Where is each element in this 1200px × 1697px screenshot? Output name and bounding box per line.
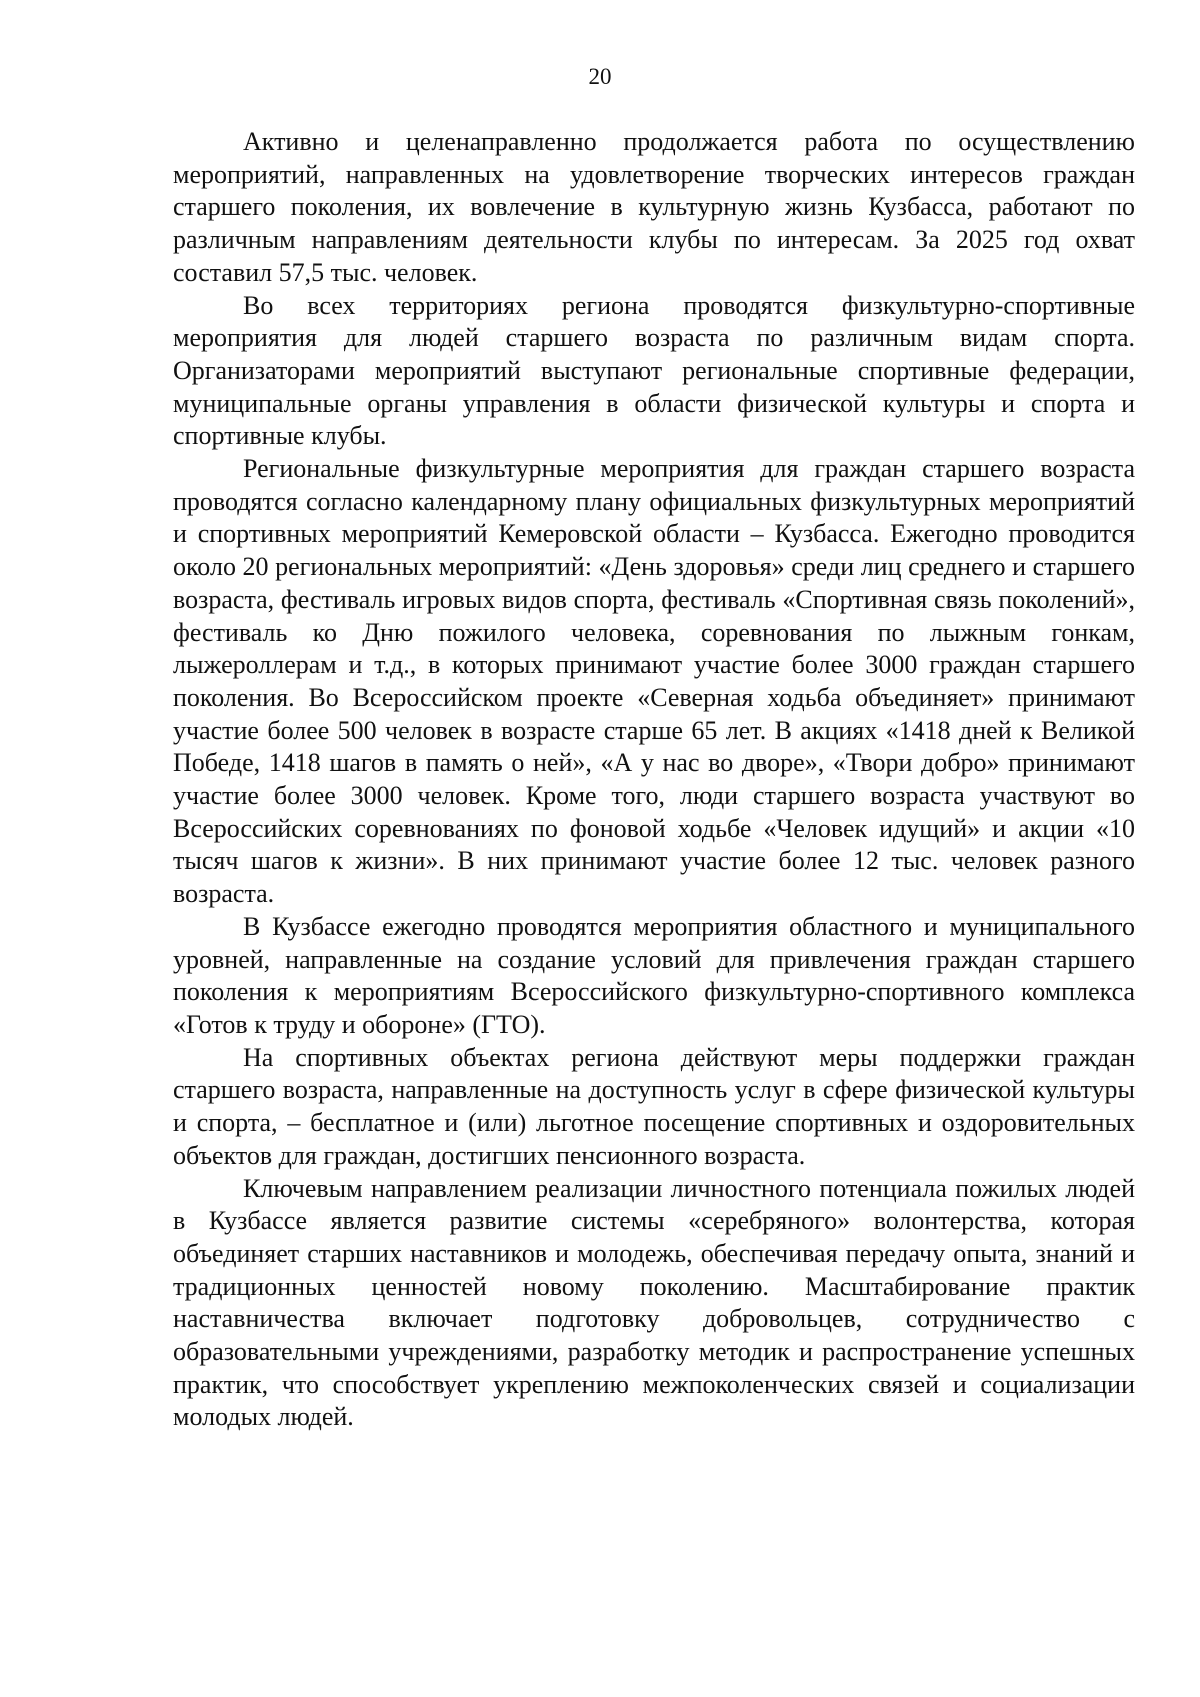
document-body	[173, 126, 1135, 1434]
paragraph-clubs-by-interest: Активно и целенаправленно продолжается работа по осуществлению мероприятий, направленных на удовлетворение творческих интересов граждан старшего поколения, их вовлечение в культурную жизнь Кузбасса, работают по различным направлениям деятельности клубы по интересам. За 2025 год охват составил 57,5 тыс. человек.	[173, 127, 1135, 287]
paragraph-silver-volunteering: Ключевым направлением реализации личностного потенциала пожилых людей в Кузбассе является развитие системы «серебряного» волонтерства, которая объединяет старших наставников и молодежь, обеспечивая передачу опыта, знаний и традиционных ценностей новому поколению. Масштабирование практик наставничества включает подготовку добровольцев, сотрудничество с образовательными учреждениями, разработку методик и распространение успешных практик, что способствует укреплению межпоколенческих связей и социализации молодых людей.	[173, 1173, 1135, 1432]
paragraph-regional-events: Региональные физкультурные мероприятия для граждан старшего возраста проводятся согласно календарному плану официальных физкультурных мероприятий и спортивных мероприятий Кемеровской области – Кузбасса. Ежегодно проводится около 20 региональных мероприятий: «День здоровья» среди лиц среднего и старшего возраста, фестиваль игровых видов спорта, фестиваль «Спортивная связь поколений», фестиваль ко Дню пожилого человека, соревнования по лыжным гонкам, лыжероллерам и т.д., в которых принимают участие более 3000 граждан старшего поколения. Во Всероссийском проекте «Северная ходьба объединяет» принимают участие более 500 человек в возрасте старше 65 лет. В акциях «1418 дней к Великой Победе, 1418 шагов в память о ней», «А у нас во дворе», «Твори добро» принимают участие более 3000 человек. Кроме того, люди старшего возраста участвуют во Всероссийских соревнованиях по фоновой ходьбе «Человек идущий» и акции «10 тысяч шагов к жизни». В них принимают участие более 12 тыс. человек разного возраста.	[173, 454, 1135, 909]
page-number: 20	[588, 64, 612, 89]
paragraph-sports-events: Во всех территориях региона проводятся физкультурно-спортивные мероприятия для людей старшего возраста по различным видам спорта. Организаторами мероприятий выступают региональные спортивные федерации, муниципальные органы управления в области физической культуры и спорта и спортивные клубы.	[173, 290, 1135, 451]
paragraph-support-measures: На спортивных объектах региона действуют меры поддержки граждан старшего возраста, направленные на доступность услуг в сфере физической культуры и спорта, – бесплатное и (или) льготное посещение спортивных и оздоровительных объектов для граждан, достигших пенсионного возраста.	[173, 1042, 1135, 1170]
paragraph-gto-complex: В Кузбассе ежегодно проводятся мероприятия областного и муниципального уровней, направленные на создание условий для привлечения граждан старшего поколения к мероприятиям Всероссийского физкультурно-спортивного комплекса «Готов к труду и обороне» (ГТО).	[173, 911, 1135, 1039]
